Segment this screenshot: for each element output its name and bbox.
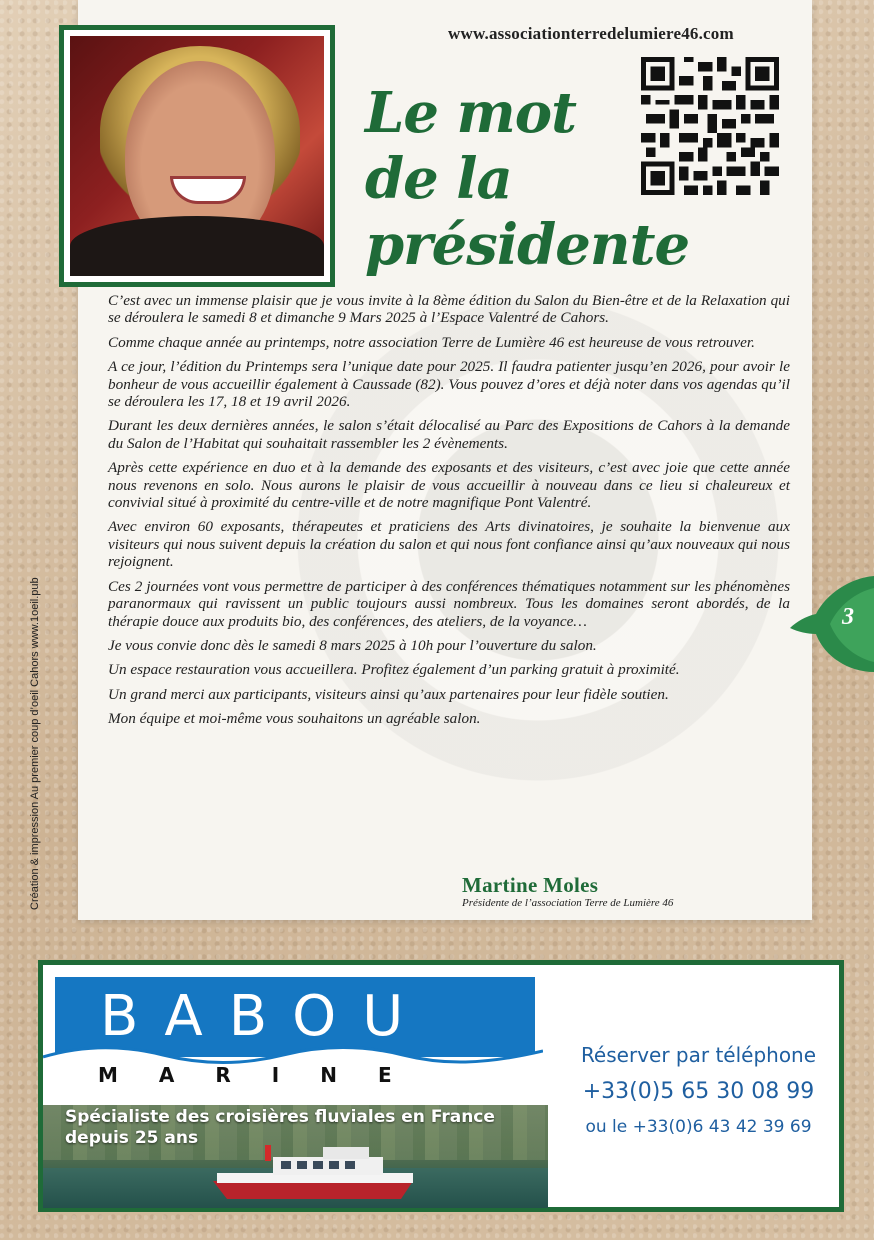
paragraph: Après cette expérience en duo et à la demande des exposants et des visiteurs, c’est avec joie que cette année nous revenons en solo. Nous aurons le plaisir de vous accueillir à nouveau dans ce lieu si chaleureux et convivial situé à proximité du centre-ville et de notre magnifique Pont Valentré.	[108, 459, 790, 512]
ad-contact	[558, 965, 839, 1207]
print-credit: Création & impression Au premier coup d’oeil Cahors www.1oeil.pub	[29, 577, 41, 910]
title-line-3: présidente	[365, 212, 690, 278]
ad-phone-secondary[interactable]: ou le +33(0)6 43 42 39 69	[585, 1117, 812, 1137]
president-photo	[70, 36, 324, 276]
signature-role: Présidente de l’association Terre de Lumière 46	[462, 897, 674, 909]
president-photo-frame	[59, 25, 335, 287]
page-title	[365, 80, 689, 278]
paragraph: A ce jour, l’édition du Printemps sera l’unique date pour 2025. Il faudra patienter jusqu’en 2026, pour avoir le bonheur de vous accueillir également à Caussade (82). Vous pouvez d’ores et déjà noter dans vos agendas qu’il se déroulera les 17, 18 et 19 avril 2026.	[108, 358, 790, 411]
paragraph: Un espace restauration vous accueillera. Profitez également d’un parking gratuit à proximité.	[108, 661, 680, 679]
paragraph: Un grand merci aux participants, visiteurs ainsi qu’aux partenaires pour leur fidèle soutien.	[108, 685, 669, 703]
ad-logo-area	[43, 965, 548, 1105]
ad-brand-sub: MARINE	[98, 1063, 433, 1087]
ad-boat-photo	[43, 1105, 548, 1208]
paragraph: Je vous convie donc dès le samedi 8 mars 2025 à 10h pour l’ouverture du salon.	[108, 636, 597, 654]
paragraph: Avec environ 60 exposants, thérapeutes et praticiens des Arts divinatoires, je souhaite la bienvenue aux visiteurs qui nous suivent depuis la création du salon et qui nous font confiance ainsi qu’aux nouveaux qui nous rejoignent.	[108, 518, 790, 571]
ad-slogan: Spécialiste des croisières fluviales en France depuis 25 ans	[65, 1107, 495, 1148]
paragraph: Durant les deux dernières années, le salon s’était délocalisé au Parc des Expositions de Cahors à la demande du Salon de l’Habitat qui souhaitait rassembler les 2 évènements.	[108, 417, 790, 452]
ad-reserve-label: Réserver par téléphone	[580, 1043, 817, 1067]
title-line-1: Le mot	[365, 80, 576, 146]
page-number: 3	[842, 604, 854, 630]
boat-icon	[213, 1145, 423, 1203]
website-url[interactable]: www.associationterredelumiere46.com	[448, 24, 734, 43]
paragraph: Ces 2 journées vont vous permettre de participer à des conférences thématiques notamment sur les phénomènes paranormaux qui ravissent un public toujours aussi nombreux. Tous les domaines seront abordés, de la thérapie douce aux produits bio, des conférences, des ateliers, de la voyance…	[108, 577, 790, 630]
babou-marine-ad[interactable]	[38, 960, 844, 1212]
leaf-icon	[790, 568, 874, 678]
title-line-2: de la	[365, 146, 512, 212]
ad-brand-name: BABOU	[100, 984, 430, 1049]
article-body	[108, 292, 790, 735]
paragraph: C’est avec un immense plaisir que je vous invite à la 8ème édition du Salon du Bien-être et de la Relaxation qui se déroulera le samedi 8 et dimanche 9 Mars 2025 à l’Espace Valentré de Cahors.	[108, 292, 790, 327]
ad-phone-primary[interactable]: +33(0)5 65 30 08 99	[582, 1079, 815, 1104]
paragraph: Comme chaque année au printemps, notre association Terre de Lumière 46 est heureuse de vous retrouver.	[108, 333, 755, 351]
paragraph: Mon équipe et moi-même vous souhaitons un agréable salon.	[108, 710, 481, 728]
signature-name: Martine Moles	[462, 873, 599, 897]
